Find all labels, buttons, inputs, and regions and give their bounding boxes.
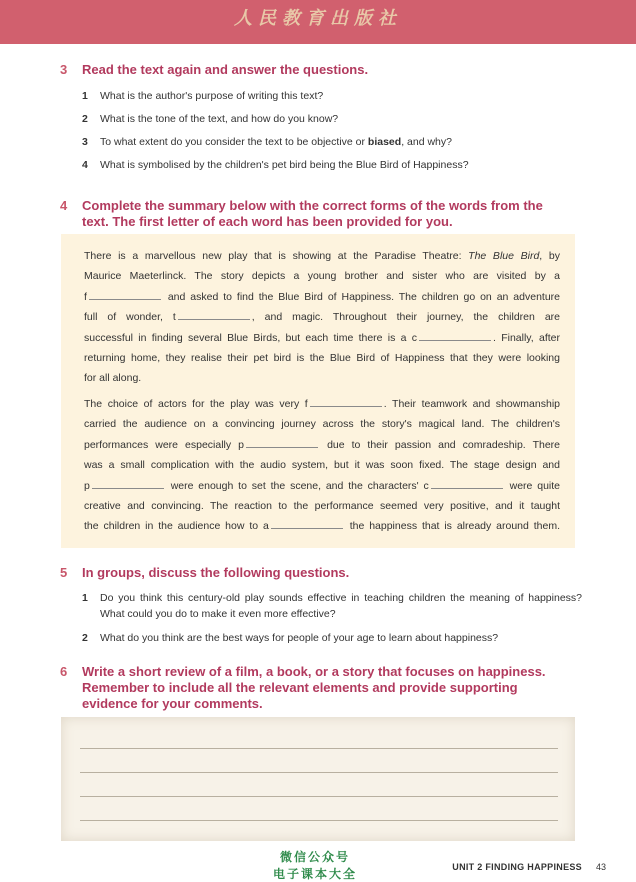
section-5-number: 5 [60,565,68,580]
p1-line-6: returning home, they realise their pet bird is the Blue Bird of Happiness that they were looking [84,352,560,365]
header-bar [0,0,636,44]
s5-question-2: 2 What do you think are the best ways for people of your age to learn about happiness? [82,632,499,644]
section-5-title: In groups, discuss the following questions. [82,565,350,580]
page-number: 43 [595,862,606,872]
blank-p2[interactable] [92,476,164,489]
blank-f1[interactable] [89,287,161,300]
watermark-line-2: 电子课本大全 [272,867,357,881]
writing-line-3[interactable] [80,796,558,797]
writing-line-1[interactable] [80,748,558,749]
unit-label: UNIT 2 FINDING HAPPINESS [452,862,582,872]
section-3-number: 3 [60,62,68,77]
p2-line-7: the children in the audience how to a the happiness that is already around them. [84,516,560,536]
s5-question-1: 1 Do you think this century-old play sounds effective in teaching children the meaning of happiness? What could you do to make it even more effective? [82,592,582,620]
p1-line-7: for all along. [84,372,142,385]
section-3-title: Read the text again and answer the questions. [82,62,369,77]
p1-line-2: Maurice Maeterlinck. The story depicts a young brother and sister who are visited by a [84,270,560,283]
p2-line-5: p were enough to set the scene, and the characters' c were quite [84,476,560,496]
p2-line-2: carried the audience on a convincing journey across the story's magical land. The children's [84,418,560,431]
section-6-title: Write a short review of a film, a book, or a story that focuses on happiness. Remember to include all the relevant elements and provide supporting evidence for your comments. [82,664,546,711]
s3-question-2: 2 What is the tone of the text, and how do you know? [82,113,339,125]
writing-area[interactable] [61,717,575,841]
summary-paragraph-1 [84,246,560,389]
summary-paragraph-2 [84,394,560,537]
writing-line-2[interactable] [80,772,558,773]
p2-line-1: The choice of actors for the play was very f . Their teamwork and showmanship [84,394,560,414]
watermark-line-1: 微信公众号 [279,850,350,864]
p2-line-6: creative and convincing. The reaction to the performance seemed very positive, and it taught [84,500,560,513]
p1-line-1: There is a marvellous new play that is showing at the Paradise Theatre: The Blue Bird, by [84,250,560,262]
blank-p1[interactable] [246,435,318,448]
p1-line-5: successful in finding several Blue Birds, but each time there is a c . Finally, after [84,328,560,348]
blank-a[interactable] [271,516,343,529]
s3-question-1: 1 What is the author's purpose of writing this text? [82,90,324,102]
page-footer [452,862,606,872]
p1-line-3: f and asked to find the Blue Bird of Happiness. The children go on an adventure [84,287,560,307]
section-4-number: 4 [60,198,68,213]
p2-line-4: was a small complication with the audio system, but it was soon fixed. The stage design and [84,459,560,472]
blank-t[interactable] [178,307,250,320]
blank-c2[interactable] [431,476,503,489]
writing-line-4[interactable] [80,820,558,821]
section-6-number: 6 [60,664,68,679]
p2-line-3: performances were especially p due to their passion and comradeship. There [84,435,560,455]
blank-c1[interactable] [419,328,491,341]
blank-f2[interactable] [310,394,382,407]
s3-question-3: 3 To what extent do you consider the text to be objective or biased, and why? [82,136,452,148]
section-4-title: Complete the summary below with the correct forms of the words from the text. The first letter of each word has been provided for you. [82,198,543,229]
publisher-logo: 人民教育出版社 [234,8,402,29]
s3-question-4: 4 What is symbolised by the children's pet bird being the Blue Bird of Happiness? [82,159,469,171]
p1-line-4: full of wonder, t , and magic. Throughout their journey, the children are [84,307,560,327]
